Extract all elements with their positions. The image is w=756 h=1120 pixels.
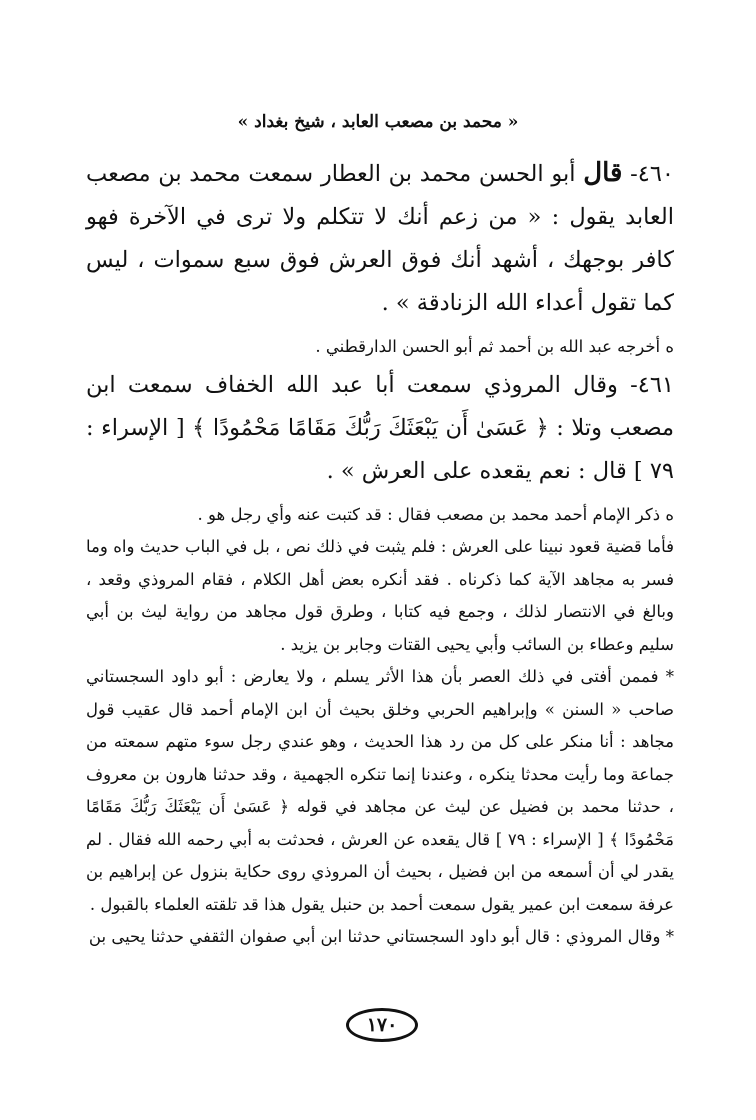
entry-461 [86,364,674,493]
note-461: ه ذكر الإمام أحمد محمد بن مصعب فقال : قد كتبت عنه وأي رجل هو . [197,504,674,524]
entry-text-part1: ٤٦١- وقال المروذي سمعت أبا عبد الله الخفاف سمعت ابن مصعب وتلا : [86,371,675,441]
paragraph-2 [86,661,674,921]
page-number-badge [346,1008,418,1042]
quran-verse: ﴿ عَسَىٰ أَن يَبْعَثَكَ رَبُّكَ مَقَامًا مَحْمُودًا ﴾ [192,414,549,441]
entry-text-part2: [ الإسراء : ٧٩ ] قال : نعم يقعده على العرش » . [86,414,674,484]
entry-text: أبو الحسن محمد بن العطار سمعت محمد بن مصعب العابد يقول : « من زعم أنك لا تتكلم ولا ترى في الآخرة فهو كافر بوجهك ، أشهد أنك فوق العرش فوق سبع سموات ، ليس كما تقول أعداء الله الزنادقة » . [86,161,674,316]
paragraph-2-part2: [ الإسراء : ٧٩ ] قال يقعده عن العرش ، فحدثت به أبي رحمه الله فقال . لم يقدر لي أن أسمعه من ابن فضيل ، بحيث أن المروذي روى حكاية بنزول عن إبراهيم بن عرفة سمعت ابن عمير يقول سمعت أحمد بن حنبل يقول هذا قد تلقته العلماء بالقبول . [86,829,674,914]
paragraph-1: فأما قضية قعود نبينا على العرش : فلم يثبت في ذلك نص ، بل في الباب حديث واه وما فسر به مجاهد الآية كما ذكرناه . فقد أنكره بعض أهل الكلام ، فقام المروذي وقعد ، وبالغ في الانتصار لذلك ، وجمع فيه كتابا ، وطرق قول مجاهد من رواية ليث بن أبي سليم وعطاء بن السائب وأبي يحيى القتات وجابر بن يزيد . [86,537,674,654]
page-header-title: « محمد بن مصعب العابد ، شيخ بغداد » [237,112,519,132]
entry-lead-word: قال [583,158,623,188]
entry-number: ٤٦٠- [630,161,674,187]
paragraph-2-part1: * فممن أفتى في ذلك العصر بأن هذا الأثر يسلم ، ولا يعارض : أبو داود السجستاني صاحب « السنن » وإبراهيم الحربي وخلق بحيث أن ابن الإمام أحمد قال عقيب قول مجاهد : أنا منكر على كل من رد هذا الحديث ، وهو عندي رجل سوء متهم سمعته من جماعة وما رأيت محدثا ينكره ، وعندنا إنما تنكره الجهمية ، وقد حدثنا هارون بن معروف ، حدثنا محمد بن فضيل عن ليث عن مجاهد في قوله [86,667,674,816]
entry-460 [86,152,674,325]
note-460: ه أخرجه عبد الله بن أحمد ثم أبو الحسن الدارقطني . [315,337,674,356]
paragraph-3: * وقال المروذي : قال أبو داود السجستاني حدثنا ابن أبي صفوان الثقفي حدثنا يحيى بن [88,927,674,946]
page-body [86,152,674,954]
page-number: ١٧٠ [366,1014,398,1036]
quran-verse: ﴿ عَسَىٰ أَن يَبْعَثَكَ رَبُّكَ مَقَامًا مَحْمُودًا ﴾ [86,797,675,849]
